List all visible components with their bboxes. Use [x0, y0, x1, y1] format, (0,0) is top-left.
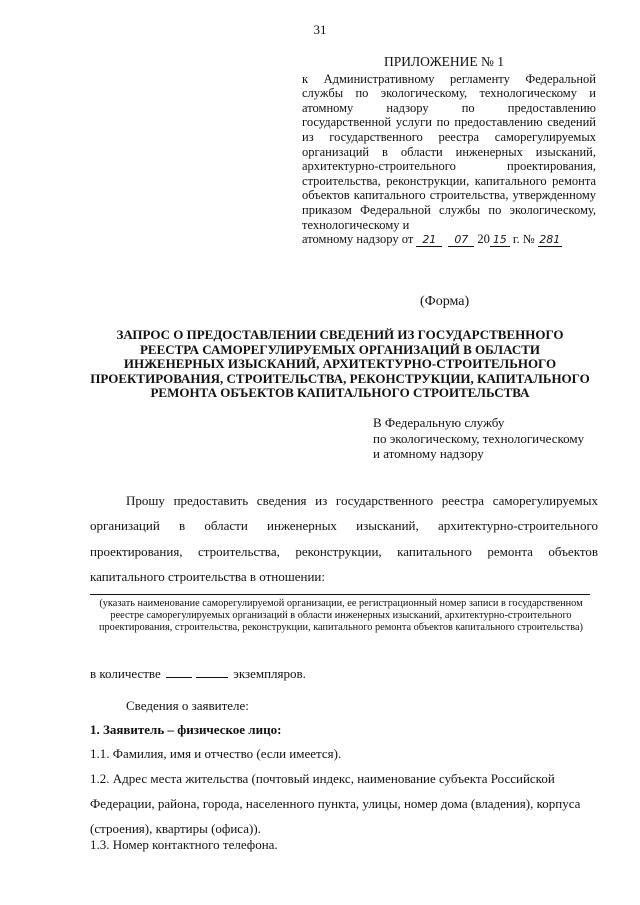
- addressee-line: В Федеральную службу: [373, 415, 505, 430]
- request-paragraph: Прошу предоставить сведения из государственного реестра саморегулируемых организаций в области инженерных изысканий, архитектурно-строительного проектирования, строительства, реконструкции, капитального ремонта объектов капитального строительства в отношении:: [90, 493, 598, 585]
- applicant-info-label: Сведения о заявителе:: [126, 698, 249, 713]
- appendix-body: к Административному регламенту Федеральной службы по экологическому, технологическому и атомному надзору по предоставлению государственной услуги по предоставлению сведений из государственного реестра саморегулируемых организаций в области инженерных изысканий, архитектурно-строительного проектирования, строительства, реконструкции, капитального ремонта объектов капитального строительства, утвержденному приказом Федеральной службы по экологическому, технологическому и: [302, 71, 596, 232]
- document-title: ЗАПРОС О ПРЕДОСТАВЛЕНИИ СВЕДЕНИЙ ИЗ ГОСУДАРСТВЕННОГО РЕЕСТРА САМОРЕГУЛИРУЕМЫХ ОРГАНИЗАЦИЙ В ОБЛАСТИ ИНЖЕНЕРНЫХ ИЗЫСКАНИЙ, АРХИТЕКТУРНО-СТРОИТЕЛЬНОГО ПРОЕКТИРОВАНИЯ, СТРОИТЕЛЬСТВА, РЕКОНСТРУКЦИИ, КАПИТАЛЬНОГО РЕМОНТА ОБЪЕКТОВ КАПИТАЛЬНОГО СТРОИТЕЛЬСТВА: [90, 327, 590, 401]
- addressee-line: по экологическому, технологическому: [373, 430, 585, 446]
- year-after: г. №: [512, 232, 535, 247]
- copies-blank: [166, 667, 192, 678]
- section-title: 1. Заявитель – физическое лицо:: [90, 722, 282, 737]
- page-number: 31: [313, 22, 327, 37]
- date-month-handwritten: 07: [448, 234, 474, 247]
- approval-line: [302, 232, 596, 247]
- addressee-block: [373, 415, 613, 462]
- list-item: 1.3. Номер контактного телефона.: [90, 837, 278, 852]
- copies-suffix: экземпляров.: [233, 666, 306, 681]
- appendix-title: ПРИЛОЖЕНИЕ № 1: [384, 54, 505, 69]
- copies-blank: [196, 667, 228, 678]
- appendix-block: [302, 55, 596, 247]
- fill-hint: (указать наименование саморегулируемой организации, ее регистрационный номер записи в государственном реестре саморегулируемых организаций в области инженерных изысканий, архитектурно-строительного проектирования, строительства, реконструкции, капитального ремонта объектов капитального строительства): [99, 598, 583, 634]
- copies-prefix: в количестве: [90, 666, 161, 681]
- approval-prefix: атомному надзору от: [302, 232, 414, 247]
- list-item: 1.2. Адрес места жительства (почтовый индекс, наименование субъекта Российской Федерации, района, города, населенного пункта, улицы, номер дома (владения), корпуса (строения), квартиры (офиса)).: [90, 771, 581, 836]
- order-number-handwritten: 281: [539, 233, 561, 247]
- copies-line: [90, 666, 306, 682]
- year-prefix: 20: [477, 232, 490, 247]
- organization-name-fill-line: [90, 594, 590, 595]
- list-item: 1.1. Фамилия, имя и отчество (если имеется).: [90, 746, 342, 761]
- form-label: (Форма): [420, 294, 470, 309]
- date-day-handwritten: 21: [416, 234, 442, 247]
- year-suffix-handwritten: 15: [490, 234, 510, 247]
- addressee-line: и атомному надзору: [373, 446, 484, 462]
